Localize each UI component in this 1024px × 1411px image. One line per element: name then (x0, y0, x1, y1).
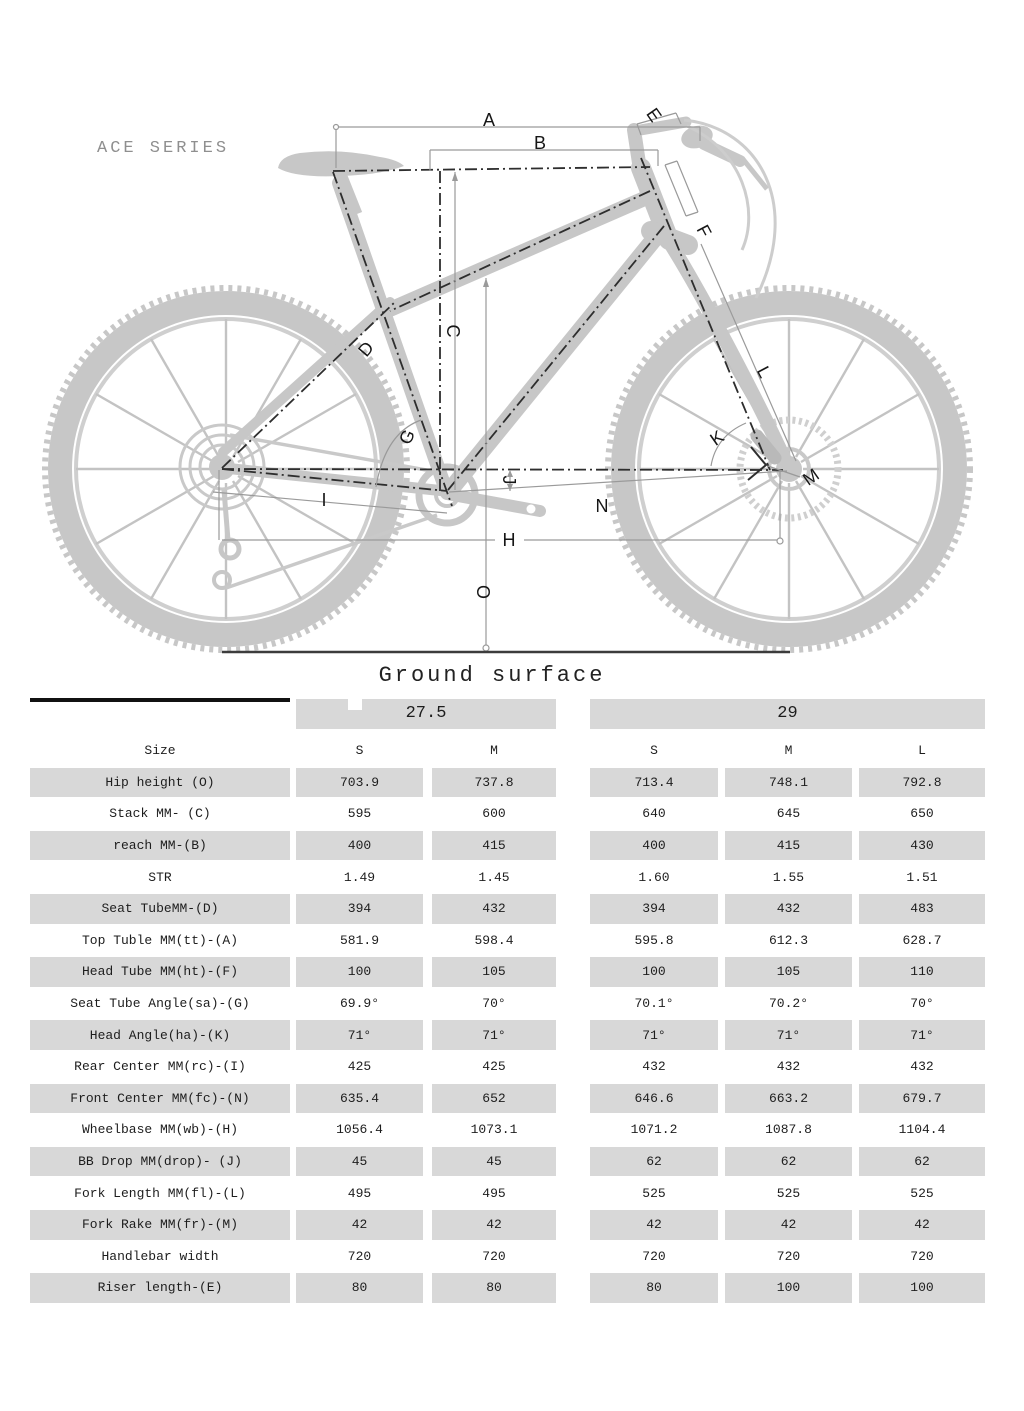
cell: 105 (432, 957, 556, 987)
cell: 703.9 (296, 768, 423, 798)
cell: 645 (776, 806, 801, 822)
cell: 663.2 (725, 1084, 852, 1114)
cell: 62 (859, 1147, 985, 1177)
dim-label-D: D (354, 337, 378, 361)
cell: 71° (725, 1020, 852, 1050)
cell: 628.7 (902, 932, 942, 948)
cell: 612.3 (768, 932, 808, 948)
cell: 432 (642, 1059, 666, 1075)
cell: 720 (910, 1248, 934, 1264)
saddle (278, 151, 404, 176)
cell: 1.45 (478, 869, 510, 885)
cell: 495 (347, 1185, 372, 1201)
cell: 71° (859, 1020, 985, 1050)
cell: 1073.1 (470, 1122, 518, 1138)
row-label: Hip height (O) (30, 768, 290, 798)
chain-stay-axis (222, 469, 447, 491)
row-label: Seat TubeMM-(D) (30, 894, 290, 924)
size-col: M (490, 743, 498, 759)
cell: 42 (859, 1210, 985, 1240)
cell: 45 (432, 1147, 556, 1177)
dim-label-I: I (321, 490, 327, 510)
cell: 70.1° (634, 996, 674, 1012)
row-label: Stack MM- (C) (109, 806, 211, 822)
cell: 640 (642, 806, 666, 822)
cell: 720 (642, 1248, 666, 1264)
row-label: reach MM-(B) (30, 831, 290, 861)
row-label: Fork Length MM(fl)-(L) (74, 1185, 246, 1201)
cell: 748.1 (725, 768, 852, 798)
measure-F (665, 161, 698, 216)
cell: 62 (725, 1147, 852, 1177)
cell: 400 (296, 831, 423, 861)
cell: 432 (776, 1059, 801, 1075)
cell: 495 (482, 1185, 506, 1201)
cell: 42 (432, 1210, 556, 1240)
cell: 100 (590, 957, 718, 987)
row-label: Size (144, 743, 176, 759)
row-label: Seat Tube Angle(sa)-(G) (70, 996, 250, 1012)
wheel-group-label: 27.5 (405, 704, 447, 723)
size-col: L (918, 743, 926, 759)
cell: 100 (859, 1273, 985, 1303)
cell: 432 (432, 894, 556, 924)
cell: 720 (482, 1248, 506, 1264)
cell: 415 (432, 831, 556, 861)
dim-label-A: A (482, 110, 496, 130)
dim-label-N: N (595, 496, 609, 516)
cell: 650 (910, 806, 934, 822)
cell: 737.8 (432, 768, 556, 798)
cell: 62 (590, 1147, 718, 1177)
cell: 80 (296, 1273, 423, 1303)
dim-label-H: H (502, 530, 516, 550)
cell: 71° (432, 1020, 556, 1050)
cell: 595 (347, 806, 372, 822)
cell: 1.51 (906, 869, 938, 885)
cell: 69.9° (339, 996, 379, 1012)
row-label: Rear Center MM(rc)-(I) (74, 1059, 246, 1075)
cell: 525 (642, 1185, 666, 1201)
dim-label-K: K (706, 426, 728, 450)
row-label: Front Center MM(fc)-(N) (30, 1084, 290, 1114)
cell: 430 (859, 831, 985, 861)
cell: 80 (590, 1273, 718, 1303)
dim-label-L: L (752, 362, 776, 382)
bike-geometry-diagram (0, 0, 1024, 700)
cell: 42 (590, 1210, 718, 1240)
row-label: Top Tuble MM(tt)-(A) (81, 932, 239, 948)
cell: 1071.2 (630, 1122, 678, 1138)
cell: 1104.4 (898, 1122, 946, 1138)
wheel-group-header-29 (590, 699, 985, 729)
cell: 1.49 (343, 869, 376, 885)
cell: 70.2° (768, 996, 808, 1012)
cell: 581.9 (339, 932, 379, 948)
dim-label-E: E (642, 104, 666, 126)
dim-label-F: F (692, 221, 716, 241)
dim-label-C: C (443, 324, 463, 338)
cell: 42 (725, 1210, 852, 1240)
cell: 525 (910, 1185, 934, 1201)
cell: 720 (347, 1248, 372, 1264)
ground-surface-label: Ground surface (378, 663, 606, 688)
size-col: M (784, 743, 793, 759)
cell: 595.8 (634, 932, 674, 948)
cell: 713.4 (590, 768, 718, 798)
row-label: Handlebar width (101, 1248, 219, 1264)
cell: 394 (590, 894, 718, 924)
row-label: BB Drop MM(drop)- (J) (30, 1147, 290, 1177)
row-label: Riser length-(E) (30, 1273, 290, 1303)
cell: 425 (347, 1059, 372, 1075)
cell: 432 (725, 894, 852, 924)
crank-arm (447, 494, 540, 511)
cell: 70° (482, 996, 506, 1012)
cell: 679.7 (859, 1084, 985, 1114)
row-label: Fork Rake MM(fr)-(M) (30, 1210, 290, 1240)
wheel-group-label: 29 (777, 704, 798, 723)
dim-label-J: J (499, 475, 519, 485)
cell: 105 (725, 957, 852, 987)
cell: 646.6 (590, 1084, 718, 1114)
dim-label-O: O (473, 584, 493, 600)
cell: 71° (590, 1020, 718, 1050)
cell: 652 (432, 1084, 556, 1114)
cell: 432 (910, 1059, 934, 1075)
dim-label-G: G (394, 426, 420, 448)
row-label: Head Tube MM(ht)-(F) (30, 957, 290, 987)
cell: 394 (296, 894, 423, 924)
geometry-table (30, 735, 985, 1304)
cell: 415 (725, 831, 852, 861)
cell: 100 (296, 957, 423, 987)
cell: 720 (776, 1248, 801, 1264)
wheel-group-header-27-5 (296, 699, 556, 729)
table-top-rule (30, 698, 290, 702)
cell: 425 (482, 1059, 506, 1075)
cell: 1087.8 (765, 1122, 812, 1138)
cell: 100 (725, 1273, 852, 1303)
cell: 71° (296, 1020, 423, 1050)
cell: 1.55 (772, 869, 805, 885)
cell: 42 (296, 1210, 423, 1240)
cell: 1056.4 (336, 1122, 383, 1138)
dim-label-B: B (533, 133, 547, 153)
cell: 598.4 (474, 932, 514, 948)
measure-I (213, 492, 447, 513)
cell: 1.60 (638, 869, 670, 885)
cell: 525 (776, 1185, 801, 1201)
size-col: S (650, 743, 658, 759)
dim-label-M: M (799, 464, 823, 490)
cell: 483 (859, 894, 985, 924)
cell: 110 (859, 957, 985, 987)
cell: 635.4 (296, 1084, 423, 1114)
row-label: Head Angle(ha)-(K) (30, 1020, 290, 1050)
row-label: Wheelbase MM(wb)-(H) (81, 1122, 239, 1138)
size-col: S (355, 743, 364, 759)
row-label: STR (148, 869, 172, 885)
cell: 80 (432, 1273, 556, 1303)
cell: 70° (910, 996, 934, 1012)
cell: 792.8 (859, 768, 985, 798)
cell: 45 (296, 1147, 423, 1177)
cell: 600 (482, 806, 506, 822)
cell: 400 (590, 831, 718, 861)
header-notch (348, 699, 362, 710)
series-title: ACE SERIES (97, 139, 230, 158)
